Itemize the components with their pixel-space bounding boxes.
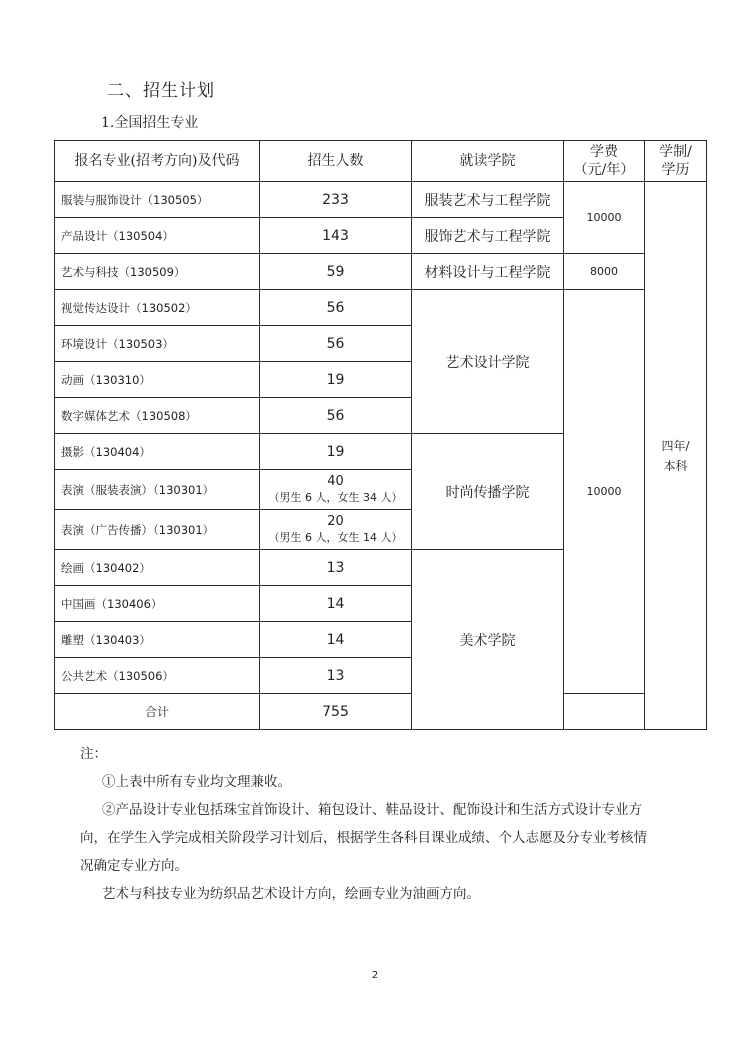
count-value: 40 [327, 473, 344, 489]
count-cell: 13 [260, 658, 412, 694]
college-cell: 服饰艺术与工程学院 [412, 218, 564, 254]
major-cell: 绘画（130402） [55, 550, 260, 586]
major-cell: 摄影（130404） [55, 434, 260, 470]
count-cell: 19 [260, 434, 412, 470]
note-2: ②产品设计专业包括珠宝首饰设计、箱包设计、鞋品设计、配饰设计和生活方式设计专业方向，在学生入学完成相关阶段学习计划后，根据学生各科目课业成绩、个人志愿及分专业考核情况确定专业方向。 [80, 802, 647, 874]
count-cell: 56 [260, 290, 412, 326]
major-cell: 产品设计（130504） [55, 218, 260, 254]
table-row [55, 182, 707, 218]
fee-cell: 10000 [564, 290, 645, 694]
college-cell: 艺术设计学院 [412, 290, 564, 434]
note-1: ①上表中所有专业均文理兼收。 [102, 774, 291, 790]
college-cell: 美术学院 [412, 550, 564, 730]
college-cell: 材料设计与工程学院 [412, 254, 564, 290]
major-cell: 表演（广告传播）（130301） [55, 510, 260, 550]
major-cell: 数字媒体艺术（130508） [55, 398, 260, 434]
college-cell: 时尚传播学院 [412, 434, 564, 550]
count-gender-note: （男生 6 人，女生 34 人） [268, 490, 403, 504]
major-cell: 环境设计（130503） [55, 326, 260, 362]
major-cell: 中国画（130406） [55, 586, 260, 622]
duration-cell: 四年/ 本科 [645, 182, 707, 730]
major-cell: 服装与服饰设计（130505） [55, 182, 260, 218]
count-cell: 19 [260, 362, 412, 398]
subsection-title: 1.全国招生专业 [101, 115, 199, 131]
table-total-row [55, 694, 707, 730]
page-number: 2 [371, 970, 379, 981]
fee-cell: 10000 [564, 182, 645, 254]
major-cell: 表演（服装表演）（130301） [55, 470, 260, 510]
major-cell: 艺术与科技（130509） [55, 254, 260, 290]
count-cell: 14 [260, 622, 412, 658]
college-cell: 服装艺术与工程学院 [412, 182, 564, 218]
table-row [55, 254, 707, 290]
table-header-row [55, 141, 707, 182]
fee-cell: 8000 [564, 254, 645, 290]
note-3: 艺术与科技专业为纺织品艺术设计方向，绘画专业为油画方向。 [102, 886, 480, 902]
count-cell: 59 [260, 254, 412, 290]
total-label: 合计 [55, 694, 260, 730]
enrollment-plan-table [54, 140, 707, 730]
count-cell: 56 [260, 398, 412, 434]
section-title: 二、招生计划 [107, 81, 215, 101]
count-value: 20 [327, 513, 344, 529]
count-cell: 143 [260, 218, 412, 254]
notes-label: 注： [80, 746, 107, 762]
total-empty-cell [564, 694, 707, 730]
major-cell: 公共艺术（130506） [55, 658, 260, 694]
notes [80, 740, 650, 908]
count-cell [260, 470, 412, 510]
major-cell: 视觉传达设计（130502） [55, 290, 260, 326]
header-duration: 学制/ 学历 [645, 141, 707, 182]
count-cell: 14 [260, 586, 412, 622]
table-row [55, 290, 707, 326]
total-count: 755 [260, 694, 412, 730]
count-cell: 233 [260, 182, 412, 218]
major-cell: 雕塑（130403） [55, 622, 260, 658]
count-gender-note: （男生 6 人，女生 14 人） [268, 530, 403, 544]
header-count: 招生人数 [260, 141, 412, 182]
header-fee: 学费 （元/年） [564, 141, 645, 182]
header-major: 报名专业(招考方向)及代码 [55, 141, 260, 182]
count-cell [260, 510, 412, 550]
count-cell: 13 [260, 550, 412, 586]
count-cell: 56 [260, 326, 412, 362]
major-cell: 动画（130310） [55, 362, 260, 398]
header-college: 就读学院 [412, 141, 564, 182]
